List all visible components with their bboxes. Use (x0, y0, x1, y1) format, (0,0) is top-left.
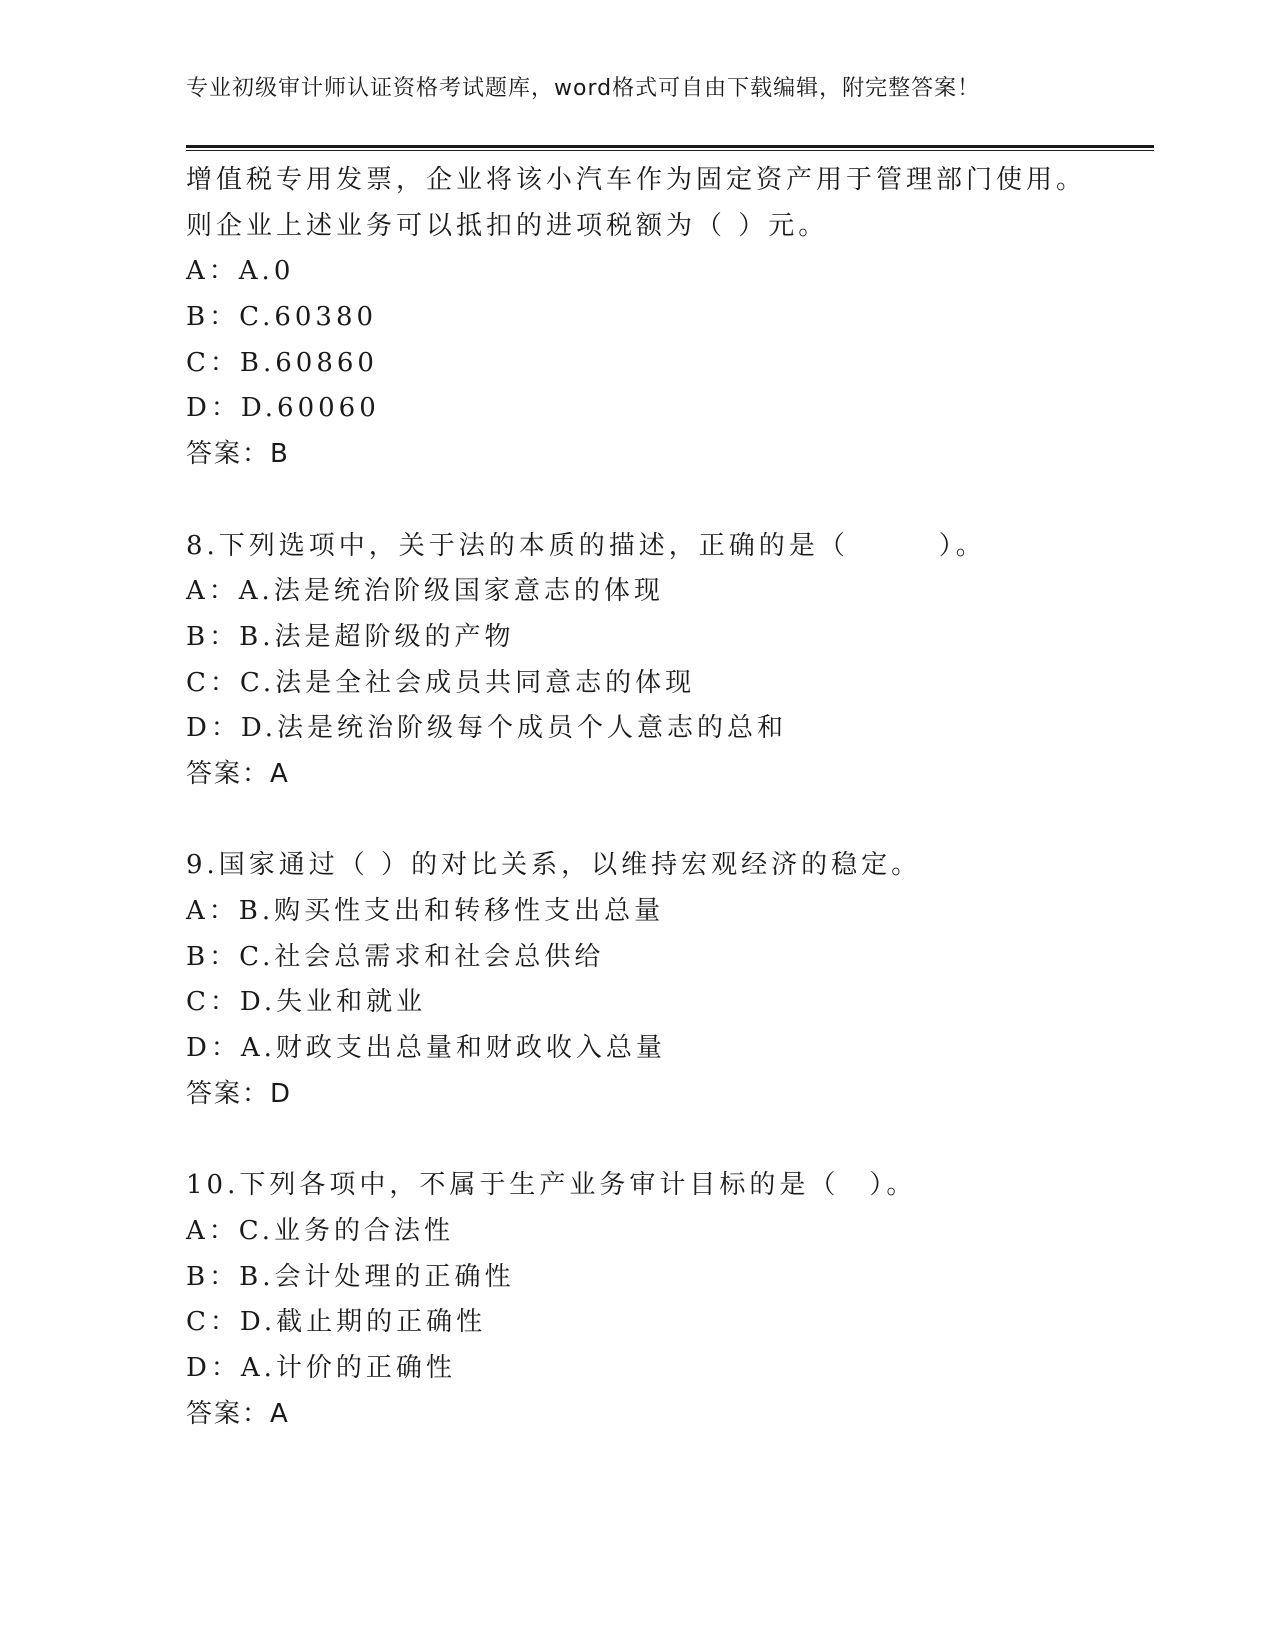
question-stem-line: 增值税专用发票，企业将该小汽车作为固定资产用于管理部门使用。 (186, 165, 1087, 195)
answer: 答案：D (186, 1078, 293, 1109)
page-header: 专业初级审计师认证资格考试题库，word格式可自由下载编辑，附完整答案！ (186, 76, 981, 101)
question-stem: 8.下列选项中，关于法的本质的描述，正确的是（ ）。 (186, 530, 986, 561)
answer: 答案：A (186, 1398, 290, 1429)
question-stem: 10.下列各项中，不属于生产业务审计目标的是（ ）。 (186, 1170, 917, 1201)
option-d: D：D.法是统治阶级每个成员个人意志的总和 (186, 713, 788, 744)
question-list (186, 158, 1154, 1437)
header-rule-thick (186, 145, 1154, 148)
option-b: B：C.60380 (186, 302, 378, 333)
option-d: D：A.计价的正确性 (186, 1352, 456, 1383)
option-b: B：C.社会总需求和社会总供给 (186, 941, 605, 972)
option-a: A：A.法是统治阶级国家意志的体现 (186, 576, 664, 607)
option-c: C：C.法是全社会成员共同意志的体现 (186, 667, 696, 698)
spacer (186, 1117, 1154, 1163)
question-7-continued (186, 158, 1154, 478)
option-c: C：D.失业和就业 (186, 987, 427, 1018)
option-a: A：B.购买性支出和转移性支出总量 (186, 896, 665, 926)
answer: 答案：B (186, 439, 290, 470)
question-9 (186, 843, 1154, 1117)
option-c: C：D.截止期的正确性 (186, 1307, 487, 1338)
question-10 (186, 1163, 1154, 1437)
question-8 (186, 524, 1154, 798)
option-b: B：B.法是超阶级的产物 (186, 621, 515, 652)
question-stem: 9.国家通过（ ）的对比关系，以维持宏观经济的稳定。 (186, 850, 922, 881)
option-d: D：D.60060 (186, 393, 380, 424)
spacer (186, 478, 1154, 524)
option-c: C：B.60860 (186, 347, 378, 378)
option-a: A：A.0 (186, 256, 295, 287)
answer: 答案：A (186, 758, 290, 789)
spacer (186, 798, 1154, 844)
option-d: D：A.财政支出总量和财政收入总量 (186, 1033, 666, 1064)
header-rule-thin (186, 150, 1154, 151)
option-b: B：B.会计处理的正确性 (186, 1261, 515, 1292)
option-a: A：C.业务的合法性 (186, 1215, 455, 1246)
question-stem-line: 则企业上述业务可以抵扣的进项税额为（ ）元。 (186, 210, 829, 241)
